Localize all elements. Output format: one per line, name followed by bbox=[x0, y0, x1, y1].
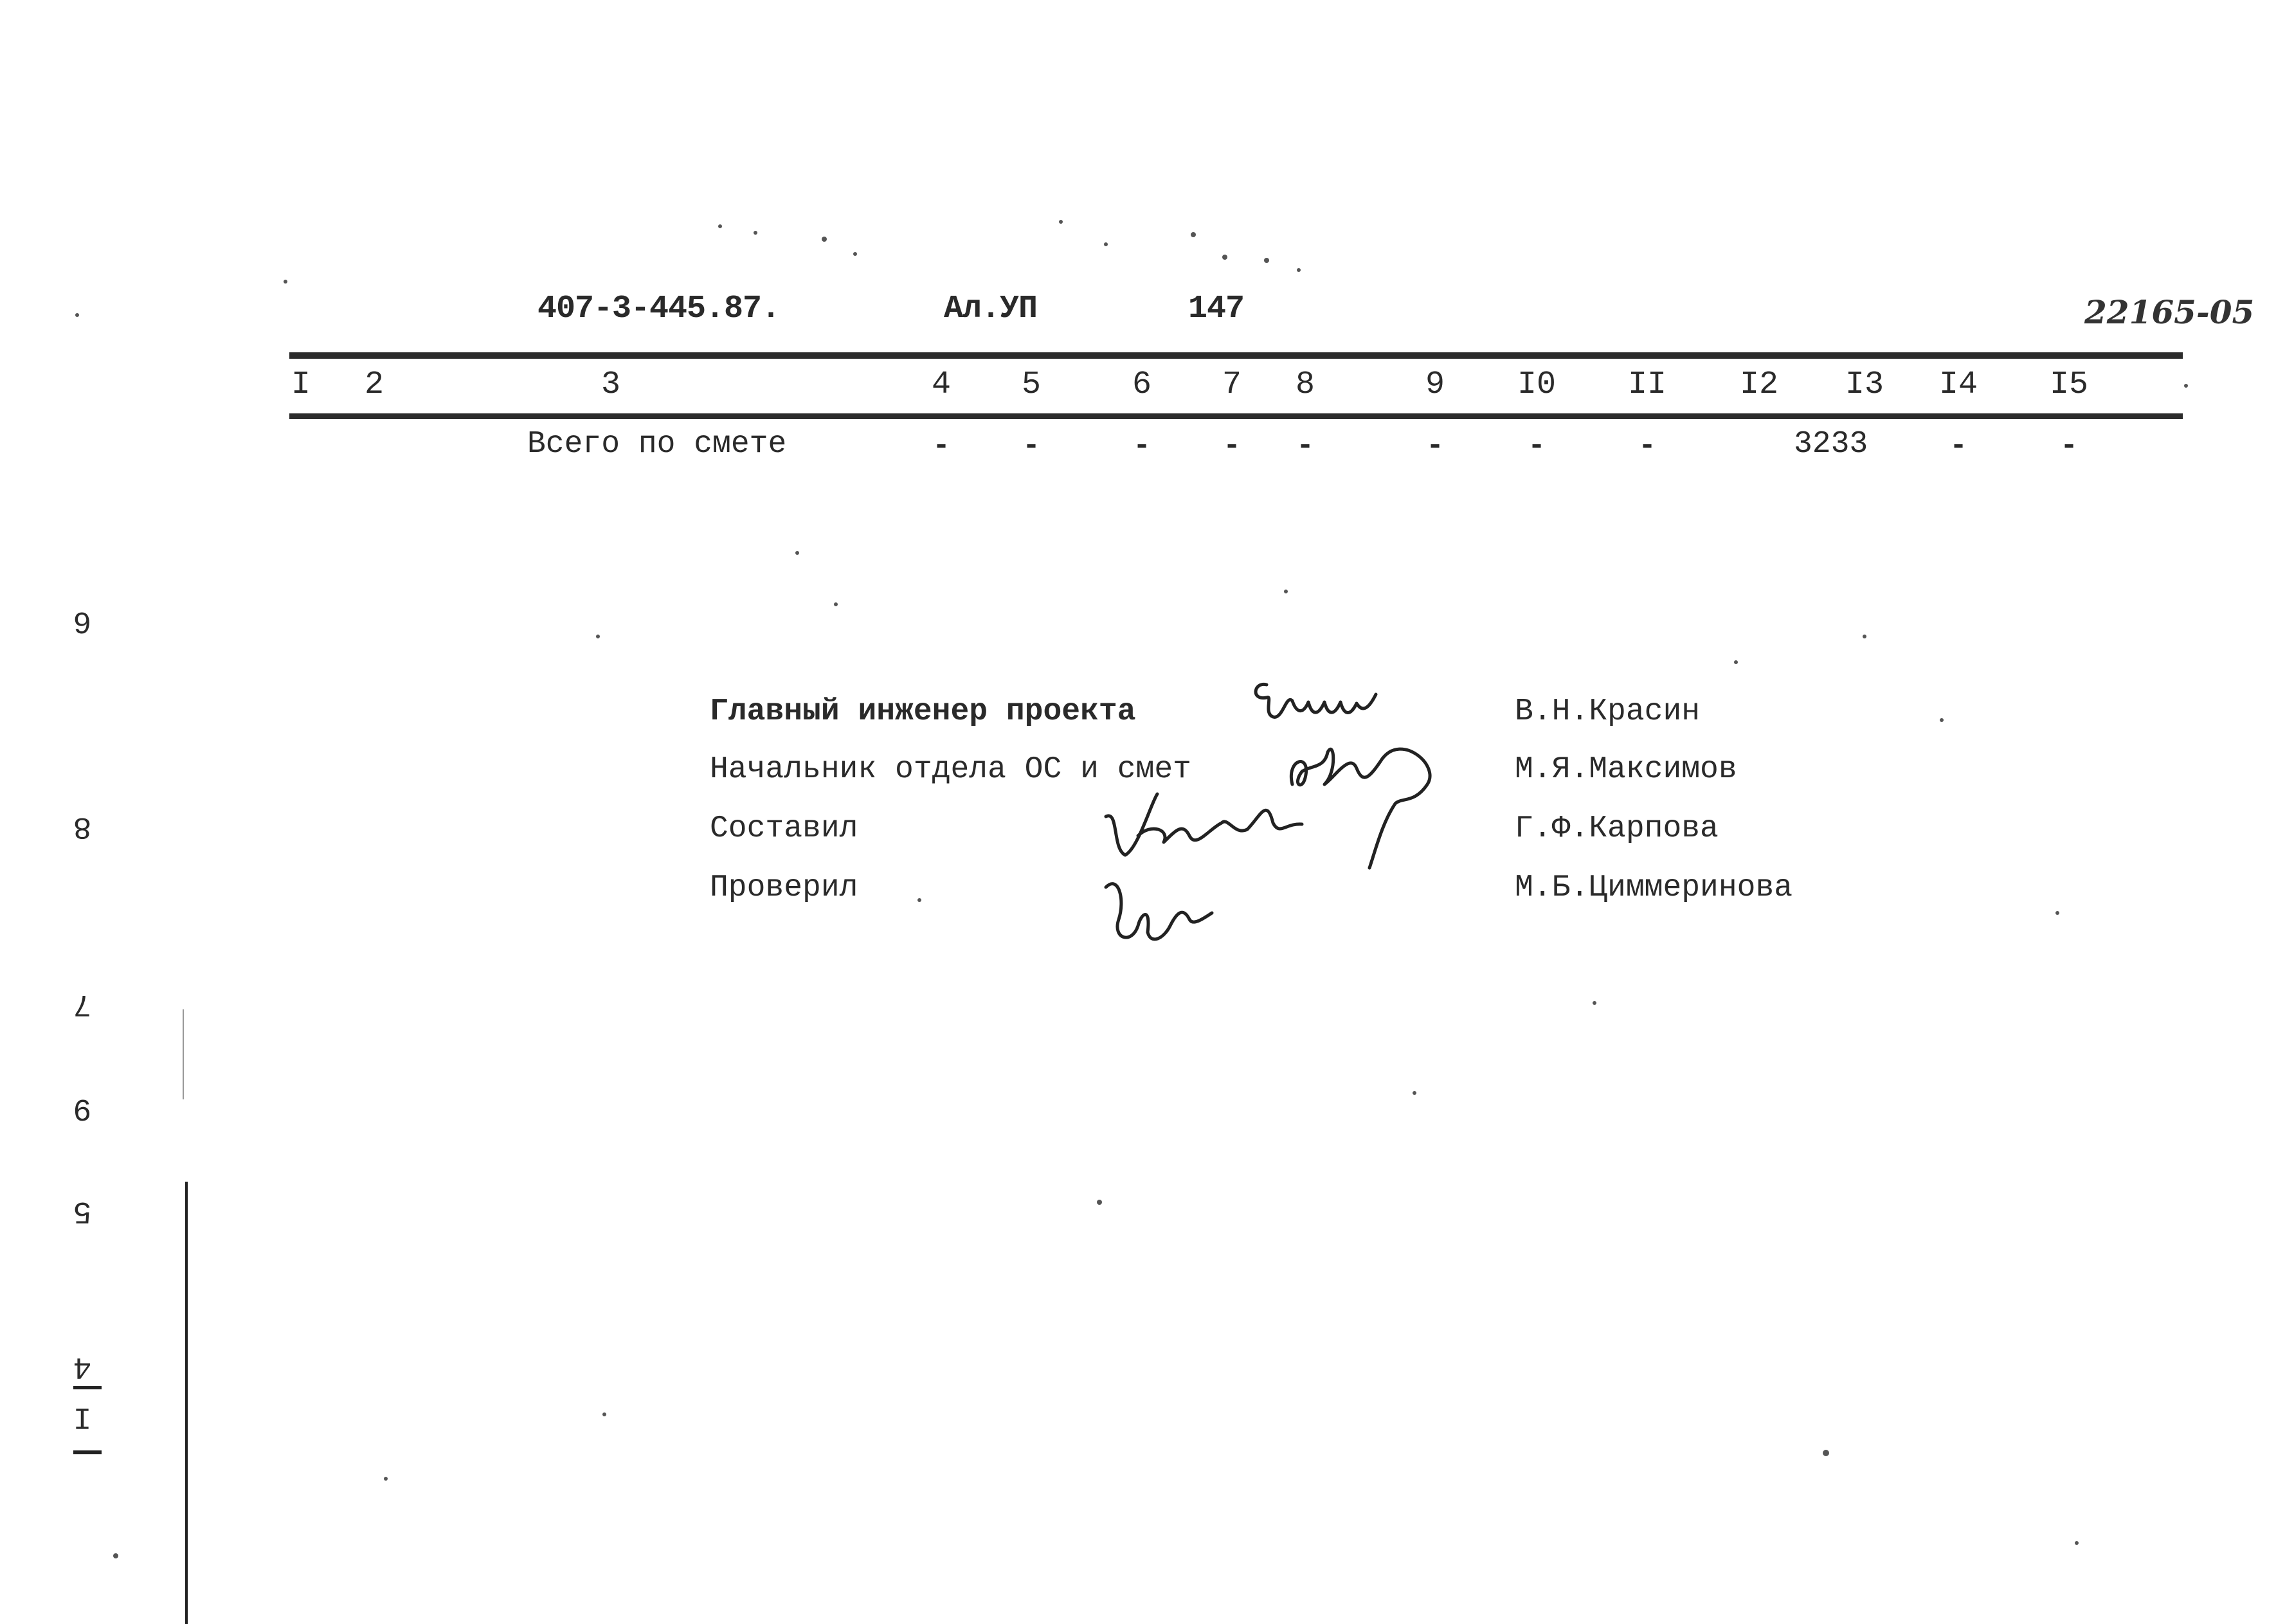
column-number: II bbox=[1627, 366, 1666, 403]
margin-mark: 7 bbox=[73, 986, 92, 1021]
total-value: - bbox=[2060, 429, 2078, 463]
column-number: I3 bbox=[1845, 366, 1884, 403]
total-row-label: Всего по смете bbox=[527, 427, 787, 462]
total-value: - bbox=[1426, 429, 1444, 463]
column-number: 8 bbox=[1295, 366, 1315, 403]
column-number: 2 bbox=[364, 366, 384, 403]
margin-mark: 4 bbox=[73, 1349, 92, 1384]
page-number: 147 bbox=[1188, 291, 1245, 327]
column-number: I5 bbox=[2049, 366, 2088, 403]
margin-mark: 8 bbox=[73, 809, 92, 844]
archive-number: 22165-05 bbox=[2084, 293, 2255, 331]
margin-mark: 9 bbox=[73, 1090, 92, 1125]
signature-name: М.Я.Максимов bbox=[1515, 752, 1737, 787]
margin-mark: I bbox=[73, 1399, 92, 1434]
total-value: - bbox=[932, 429, 950, 463]
column-number: I bbox=[291, 366, 311, 403]
signature-name: В.Н.Красин bbox=[1515, 694, 1701, 729]
column-number: I2 bbox=[1739, 366, 1778, 403]
column-number: I4 bbox=[1938, 366, 1978, 403]
column-number: 3 bbox=[601, 366, 620, 403]
column-number: 9 bbox=[1425, 366, 1445, 403]
signature-name: Г.Ф.Карпова bbox=[1515, 811, 1719, 846]
total-value: - bbox=[1296, 429, 1314, 463]
column-number: 7 bbox=[1222, 366, 1242, 403]
total-value: - bbox=[1949, 429, 1967, 463]
document-code: 407-3-445.87. bbox=[537, 291, 781, 327]
margin-mark: 6 bbox=[73, 603, 92, 638]
signature-role: Проверил bbox=[710, 871, 858, 905]
signature-role: Главный инженер проекта bbox=[710, 694, 1136, 729]
total-value: - bbox=[1638, 429, 1656, 463]
signature-role: Составил bbox=[710, 811, 858, 846]
column-number: 5 bbox=[1021, 366, 1041, 403]
column-number: 6 bbox=[1132, 366, 1152, 403]
margin-mark: 5 bbox=[73, 1193, 92, 1228]
total-value: - bbox=[1133, 429, 1151, 463]
column-number: I0 bbox=[1517, 366, 1556, 403]
signature-role: Начальник отдела ОС и смет bbox=[710, 752, 1191, 787]
total-value: - bbox=[1528, 429, 1546, 463]
album-number: Ал.УП bbox=[944, 291, 1038, 327]
signature-name: М.Б.Циммеринова bbox=[1515, 871, 1793, 905]
total-value: - bbox=[1223, 429, 1241, 463]
total-value: - bbox=[1022, 429, 1040, 463]
total-value: 3233 bbox=[1794, 427, 1868, 462]
column-number: 4 bbox=[931, 366, 951, 403]
